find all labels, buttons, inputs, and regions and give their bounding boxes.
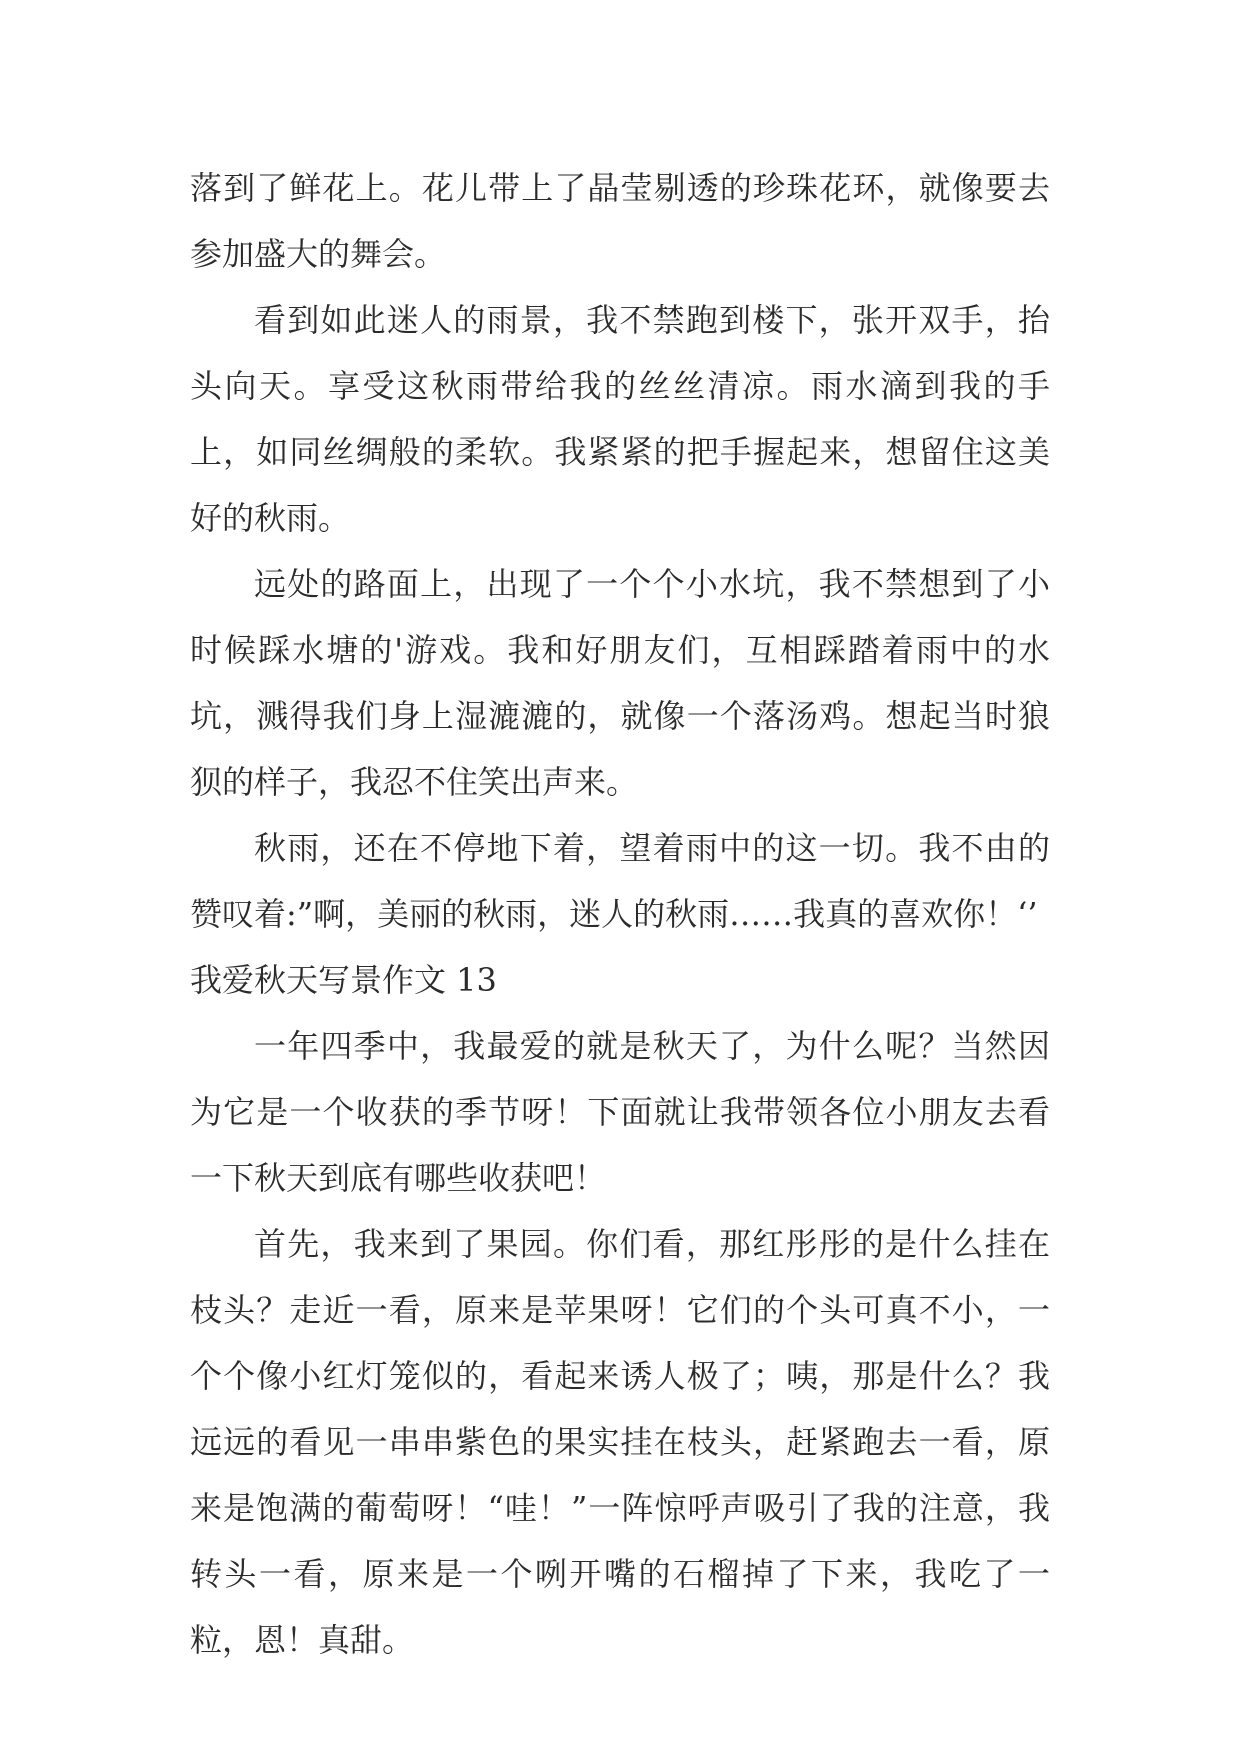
- essay-heading: 我爱秋天写景作文 13: [190, 961, 497, 999]
- paragraph-orchard: 首先，我来到了果园。你们看，那红彤彤的是什么挂在枝头？走近一看，原来是苹果呀！它们的个头可真不小，一个个像小红灯笼似的，看起来诱人极了；咦，那是什么？我远远的看见一串串紫色的果实挂在枝头，赶紧跑去一看，原来是饱满的葡萄呀！“哇！”一阵惊呼声吸引了我的注意，我转头一看，原来是一个咧开嘴的石榴掉了下来，我吃了一粒，恩！真甜。: [190, 1225, 1050, 1659]
- document-body: [190, 155, 1050, 1673]
- paragraph-autumn-rain: 秋雨，还在不停地下着，望着雨中的这一切。我不由的赞叹着:”啊，美丽的秋雨，迷人的秋雨……我真的喜欢你！‘’: [190, 829, 1050, 933]
- paragraph-continued: 落到了鲜花上。花儿带上了晶莹剔透的珍珠花环，就像要去参加盛大的舞会。: [190, 169, 1050, 273]
- paragraph-harvest-intro: 一年四季中，我最爱的就是秋天了，为什么呢？当然因为它是一个收获的季节呀！下面就让我带领各位小朋友去看一下秋天到底有哪些收获吧！: [190, 1027, 1050, 1197]
- paragraph-puddles: 远处的路面上，出现了一个个小水坑，我不禁想到了小时候踩水塘的'游戏。我和好朋友们，互相踩踏着雨中的水坑，溅得我们身上湿漉漉的，就像一个落汤鸡。想起当时狼狈的样子，我忍不住笑出声来。: [190, 565, 1050, 801]
- paragraph-rain-scene: 看到如此迷人的雨景，我不禁跑到楼下，张开双手，抬头向天。享受这秋雨带给我的丝丝清凉。雨水滴到我的手上，如同丝绸般的柔软。我紧紧的把手握起来，想留住这美好的秋雨。: [190, 301, 1050, 537]
